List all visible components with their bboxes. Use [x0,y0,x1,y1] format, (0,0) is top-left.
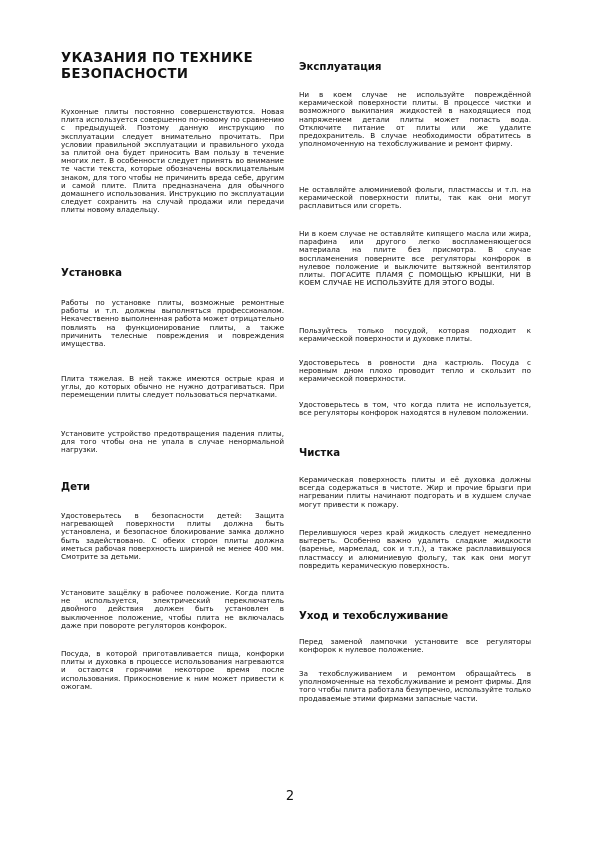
operation-paragraph-2: Не оставляйте алюминиевой фольги, пластмассы и т.п. на керамической поверхности плиты, так как они могут расплавиться или сгореть. [299,185,531,211]
operation-paragraph-5: Удостоверьтесь в ровности дна кастрюль. Посуда с неровным дном плохо проводит тепло и скользит по керамической поверхности. [299,358,531,384]
children-paragraph-2: Установите защёлку в рабочее положение. Когда плита не используется, электрический переключатель двойного действия должен быть установлен в выключенное положение, чтобы плита не включалась даже при повороте регуляторов конфорок. [61,588,284,630]
children-paragraph-3: Посуда, в которой приготавливается пища, конфорки плиты и духовка в процессе использования нагреваются и остаются горячими некоторое время после использования. Прикосновение к ним может привести к ожогам. [61,649,284,691]
cleaning-paragraph-2: Перелившуюся через край жидкость следует немедленно вытереть. Особенно важно удалить сладкие жидкости (варенье, мармелад, сок и т.п.), а также расплавившуюся пластмассу и алюминиевую фольгу, так как они могут повредить керамическую поверхность. [299,528,531,570]
care-heading: Уход и техобслуживание [299,611,449,622]
care-paragraph-2: За техобслуживанием и ремонтом обращайтесь в уполномоченные на техобслуживание и ремонт фирмы. Для того чтобы плита работала безупречно, используйте только продаваемые этими фирмами запасные части. [299,669,531,703]
installation-heading: Установка [61,268,122,279]
children-paragraph-1: Удостоверьтесь в безопасности детей: Защита нагревающей поверхности плиты должна быть установлена, и безопасное блокирование замка должно быть задействовано. С обеих сторон плиты должна иметься рабочая поверхность шириной не менее 400 мм. Смотрите за детьми. [61,511,284,562]
children-heading: Дети [61,482,91,493]
operation-paragraph-3: Ни в коем случае не оставляйте кипящего масла или жира, парафина или другого легко воспламеняющегося материала на плите без присмотра. В случае воспламенения поверните все регуляторы конфорок в нулевое положение и выключите вытяжной вентилятор плиты. ПОГАСИТЕ ПЛАМЯ С ПОМОЩЬЮ КРЫШКИ, НИ В КОЕМ СЛУЧАЕ НЕ ИСПОЛЬЗУЙТЕ ДЛЯ ЭТОГО ВОДЫ. [299,229,531,288]
operation-heading: Эксплуатация [299,62,382,73]
operation-paragraph-4: Пользуйтесь только посудой, которая подходит к керамической поверхности и духовке плиты. [299,326,531,344]
care-paragraph-1: Перед заменой лампочки установите все регуляторы конфорок к нулевое положение. [299,637,531,655]
installation-paragraph-3: Установите устройство предотвращения падения плиты, для того чтобы она не упала в случае ненормальной нагрузки. [61,429,284,455]
page-title: УКАЗАНИЯ ПО ТЕХНИКЕ БЕЗОПАСНОСТИ [61,51,254,82]
installation-paragraph-1: Работы по установке плиты, возможные ремонтные работы и т.п. должны выполняться профессионалом. Некачественно выполненная работа может отрицательно повлиять на функционирование плиты, а также причинить телесные повреждения и повреждения имущества. [61,298,284,349]
page-number: 2 [285,789,295,804]
operation-paragraph-6: Удостоверьтесь в том, что когда плита не используется, все регуляторы конфорок находятся в нулевом положении. [299,400,531,418]
intro-paragraph: Кухонные плиты постоянно совершенствуются. Новая плита используется совершенно по-новому по сравнению с предыдущей. Поэтому данную инструкцию по эксплуатации следует внимательно прочитать. При условии правильной эксплуатации и правильного ухода за плитой она будет приносить Вам пользу в течение многих лет. В особенности следует принять во внимание те части текста, которые обозначены восклицательным знаком, для того чтобы не причинить вреда себе, другим и самой плите. Плита предназначена для обычного домашнего использования. Инструкцию по эксплуатации следует сохранить на случай продажи или передачи плиты новому владельцу. [61,107,284,215]
cleaning-heading: Чистка [299,448,341,459]
operation-paragraph-1: Ни в коем случае не используйте повреждённой керамической поверхности плиты. В процессе чистки и возможного выкипания жидкостей в находящиеся под напряжением детали плиты может попасть вода. Отключите питание от плиты или же удалите предохранитель. В случае необходимости обратитесь в уполномоченную на техобслуживание и ремонт фирму. [299,90,531,149]
cleaning-paragraph-1: Керамическая поверхность плиты и её духовка должны всегда содержаться в чистоте. Жир и прочие брызги при нагревании плиты начинают подгорать и в худшем случае могут привести к пожару. [299,475,531,509]
installation-paragraph-2: Плита тяжелая. В ней также имеются острые края и углы, до которых обычно не нужно дотрагиваться. При перемещении плиты следует пользоваться перчатками. [61,374,284,400]
